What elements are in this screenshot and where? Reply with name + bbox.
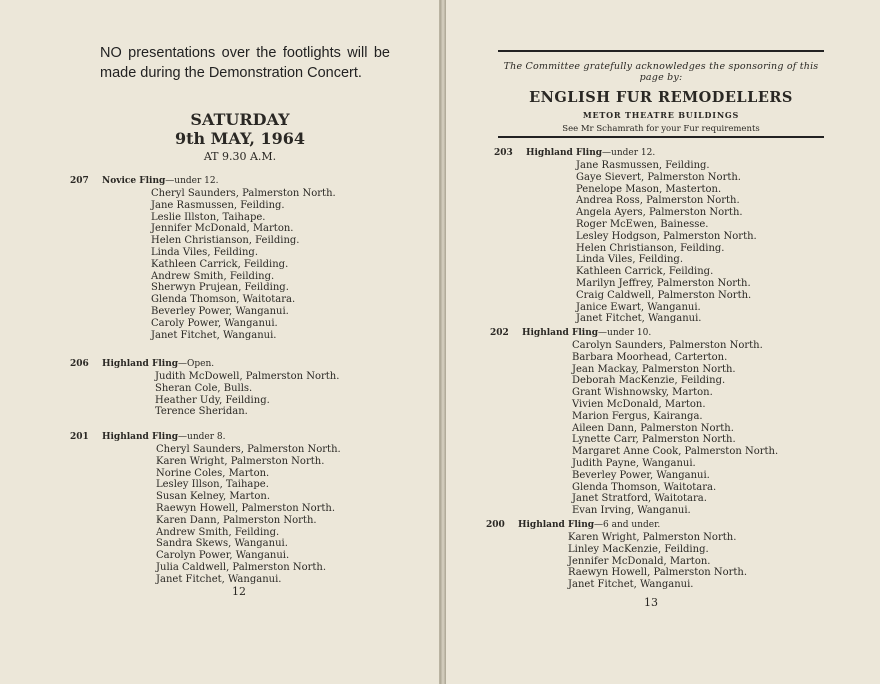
entrant-item: Karen Wright, Palmerston North.: [568, 532, 737, 543]
entrant-item: Leslie Illston, Taihape.: [151, 211, 266, 223]
event-203: [494, 146, 757, 325]
entry-list: [151, 188, 336, 341]
event-number: 201: [70, 432, 89, 442]
entrant-item: Helen Christianson, Feilding.: [151, 235, 300, 247]
entrant-item: Caroly Power, Wanganui.: [151, 317, 278, 329]
sponsor-name: ENGLISH FUR REMODELLERS: [529, 89, 793, 106]
event-number: 200: [486, 520, 505, 530]
event-title: Highland Fling: [102, 432, 179, 442]
entrant-item: Angela Ayers, Palmerston North.: [576, 207, 743, 219]
entrant-item: Aileen Dann, Palmerston North.: [572, 422, 734, 434]
entrant-item: Gaye Sievert, Palmerston North.: [576, 171, 741, 183]
entrant-item: Heather Udy, Feilding.: [155, 394, 270, 406]
entrant-item: Linley MacKenzie, Feilding.: [568, 543, 709, 555]
right-page: [446, 0, 880, 684]
entrant-item: Cheryl Saunders, Palmerston North.: [156, 444, 341, 455]
entrant-item: Marilyn Jeffrey, Palmerston North.: [576, 277, 751, 289]
entrant-item: Sheran Cole, Bulls.: [155, 382, 253, 394]
entry-list: [572, 340, 778, 517]
entrant-item: Helen Christianson, Feilding.: [576, 242, 725, 254]
event-suffix: —under 12.: [165, 176, 219, 186]
entry-list: [568, 532, 747, 591]
event-200: [486, 518, 747, 591]
entrant-item: Andrew Smith, Feilding.: [151, 270, 275, 282]
event-suffix: —under 10.: [598, 328, 652, 338]
event-number: 206: [70, 359, 89, 369]
entrant-item: Vivien McDonald, Marton.: [572, 398, 706, 410]
entry-list: [155, 371, 339, 418]
entrant-item: Jennifer McDonald, Marton.: [151, 223, 294, 235]
entrant-item: Janet Fitchet, Wanganui.: [568, 579, 694, 591]
sponsor-address: METOR THEATRE BUILDINGS: [582, 110, 740, 120]
entrant-item: Jane Rasmussen, Feilding.: [576, 160, 710, 171]
event-number: 207: [70, 176, 89, 186]
entrant-item: Janet Fitchet, Wanganui.: [576, 313, 702, 325]
entrant-item: Craig Caldwell, Palmerston North.: [576, 289, 752, 301]
entrant-item: Judith McDowell, Palmerston North.: [155, 371, 340, 382]
entrant-item: Kathleen Carrick, Feilding.: [576, 266, 714, 278]
entrant-item: Beverley Power, Wanganui.: [151, 305, 289, 317]
page-number: 13: [644, 596, 658, 609]
entrant-item: Andrew Smith, Feilding.: [156, 526, 280, 538]
sponsor-line: See Mr Schamrath for your Fur requirements: [562, 124, 760, 134]
entrant-item: Marion Fergus, Kairanga.: [572, 410, 703, 422]
event-number: 202: [490, 328, 509, 338]
entrant-item: Glenda Thomson, Waitotara.: [151, 294, 296, 306]
entrant-item: Evan Irving, Wanganui.: [572, 505, 691, 517]
event-title: Highland Fling: [102, 359, 179, 369]
page-number: 12: [232, 585, 246, 598]
entrant-item: Susan Kelney, Marton.: [156, 491, 270, 503]
entrant-item: Andrea Ross, Palmerston North.: [576, 195, 740, 207]
entrant-item: Linda Viles, Feilding.: [151, 246, 258, 258]
sponsor-box: [498, 50, 824, 138]
entrant-item: Janice Ewart, Wanganui.: [576, 301, 701, 313]
entrant-item: Norine Coles, Marton.: [156, 467, 270, 479]
entrant-item: Grant Wishnowsky, Marton.: [572, 387, 713, 399]
entrant-item: Carolyn Saunders, Palmerston North.: [572, 340, 763, 351]
event-title: Highland Fling: [526, 148, 603, 158]
event-suffix: —Open.: [178, 359, 215, 369]
entrant-item: Sherwyn Prujean, Feilding.: [151, 282, 289, 294]
entrant-item: Lesley Hodgson, Palmerston North.: [576, 230, 757, 242]
entrant-item: Karen Dann, Palmerston North.: [156, 514, 317, 526]
entrant-item: Penelope Mason, Masterton.: [576, 183, 722, 195]
event-201: [70, 430, 341, 586]
entrant-item: Judith Payne, Wanganui.: [572, 457, 696, 469]
entrant-item: Cheryl Saunders, Palmerston North.: [151, 188, 336, 199]
event-title: Highland Fling: [518, 520, 595, 530]
entry-list: [576, 160, 757, 325]
entrant-item: Roger McEwen, Bainesse.: [576, 218, 709, 230]
entrant-item: Barbara Moorhead, Carterton.: [572, 351, 728, 363]
entrant-item: Janet Fitchet, Wanganui.: [156, 573, 282, 585]
event-207: [70, 174, 336, 341]
entrant-item: Lynette Carr, Palmerston North.: [572, 434, 736, 446]
event-202: [490, 326, 778, 517]
entrant-item: Sandra Skews, Wanganui.: [156, 538, 288, 550]
entrant-item: Kathleen Carrick, Feilding.: [151, 258, 289, 270]
notice-text: NO presentations over the footlights will be made during the Demonstration Concert.: [100, 45, 390, 81]
entrant-item: Raewyn Howell, Palmerston North.: [156, 502, 336, 514]
day-heading: SATURDAY: [190, 110, 290, 129]
entrant-item: Janet Stratford, Waitotara.: [572, 493, 707, 505]
entrant-item: Jean Mackay, Palmerston North.: [572, 363, 736, 375]
entrant-item: Jennifer McDonald, Marton.: [568, 555, 711, 567]
event-suffix: —6 and under.: [594, 520, 661, 530]
entrant-item: Terence Sheridan.: [155, 406, 248, 418]
entrant-item: Linda Viles, Feilding.: [576, 254, 683, 266]
time-heading: AT 9.30 A.M.: [203, 150, 277, 163]
event-number: 203: [494, 148, 513, 158]
sponsor-intro: The Committee gratefully acknowledges the sponsoring of this page by:: [503, 61, 819, 83]
event-title: Novice Fling: [102, 176, 166, 186]
entry-list: [156, 444, 341, 586]
event-206: [70, 357, 339, 418]
event-title: Highland Fling: [522, 328, 599, 338]
entrant-item: Glenda Thomson, Waitotara.: [572, 481, 717, 493]
entrant-item: Margaret Anne Cook, Palmerston North.: [572, 446, 779, 458]
event-suffix: —under 8.: [178, 432, 226, 442]
entrant-item: Julia Caldwell, Palmerston North.: [156, 561, 327, 573]
event-suffix: —under 12.: [602, 148, 656, 158]
entrant-item: Karen Wright, Palmerston North.: [156, 455, 325, 467]
entrant-item: Raewyn Howell, Palmerston North.: [568, 567, 748, 579]
entrant-item: Beverley Power, Wanganui.: [572, 469, 710, 481]
entrant-item: Jane Rasmussen, Feilding.: [151, 199, 285, 211]
entrant-item: Janet Fitchet, Wanganui.: [151, 329, 277, 341]
entrant-item: Lesley Illson, Taihape.: [156, 479, 269, 491]
date-heading: 9th MAY, 1964: [174, 129, 306, 148]
entrant-item: Deborah MacKenzie, Feilding.: [572, 375, 726, 387]
entrant-item: Carolyn Power, Wanganui.: [156, 550, 290, 562]
